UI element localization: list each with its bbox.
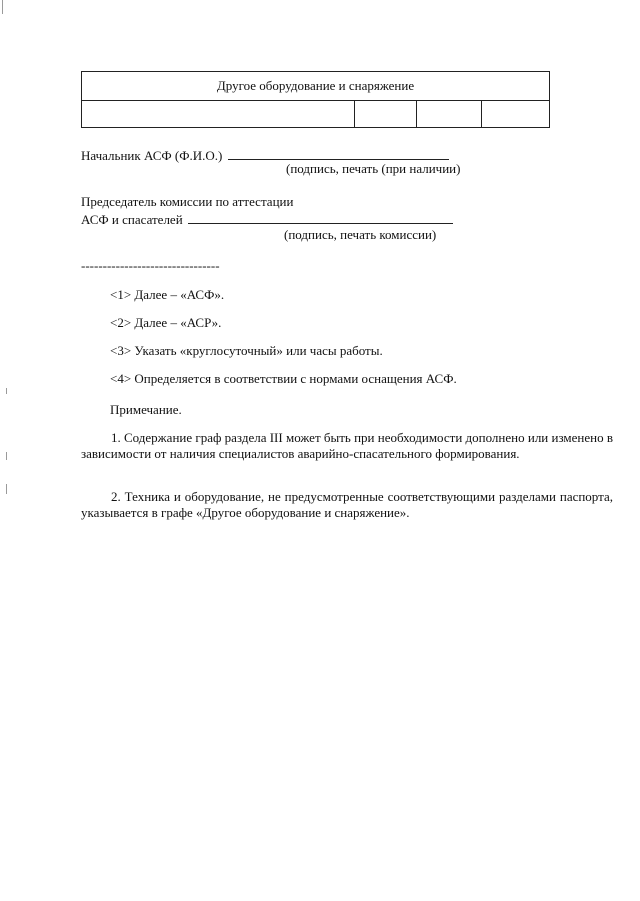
table-row — [82, 101, 550, 128]
signature-underline — [188, 210, 453, 224]
footnote-1: <1> Далее – «АСФ». — [110, 287, 225, 302]
footnote-4: <4> Определяется в соответствии с нормами оснащения АСФ. — [110, 371, 457, 386]
note-title: Примечание. — [110, 402, 182, 417]
commission-label-1: Председатель комиссии по аттестации — [81, 194, 294, 209]
table-cell — [417, 101, 482, 128]
chief-label: Начальник АСФ (Ф.И.О.) — [81, 148, 223, 163]
scan-artifact — [6, 452, 7, 460]
table-cell — [355, 101, 417, 128]
commission-signature-line — [81, 210, 453, 228]
scan-artifact — [2, 0, 3, 14]
note-item-1: 1. Содержание граф раздела III может быть при необходимости дополнено или изменено в зависимости от наличия специалистов аварийно-спасательного формирования. — [81, 430, 613, 461]
commission-hint: (подпись, печать комиссии) — [284, 227, 437, 242]
table-cell — [82, 101, 355, 128]
equipment-table — [81, 71, 550, 128]
footnote-2: <2> Далее – «АСР». — [110, 315, 222, 330]
table-header-row — [82, 72, 550, 101]
commission-label-2: АСФ и спасателей — [81, 212, 183, 227]
footnote-3: <3> Указать «круглосуточный» или часы работы. — [110, 343, 383, 358]
table-header-cell: Другое оборудование и снаряжение — [82, 72, 550, 101]
note-item-2: 2. Техника и оборудование, не предусмотренные соответствующими разделами паспорта, указывается в графе «Другое оборудование и снаряжение». — [81, 489, 613, 520]
table-cell — [482, 101, 550, 128]
signature-underline — [228, 146, 449, 160]
scan-artifact — [6, 484, 7, 494]
scan-artifact — [6, 388, 7, 394]
footnote-separator: -------------------------------- — [81, 258, 220, 273]
chief-hint: (подпись, печать (при наличии) — [286, 161, 461, 176]
